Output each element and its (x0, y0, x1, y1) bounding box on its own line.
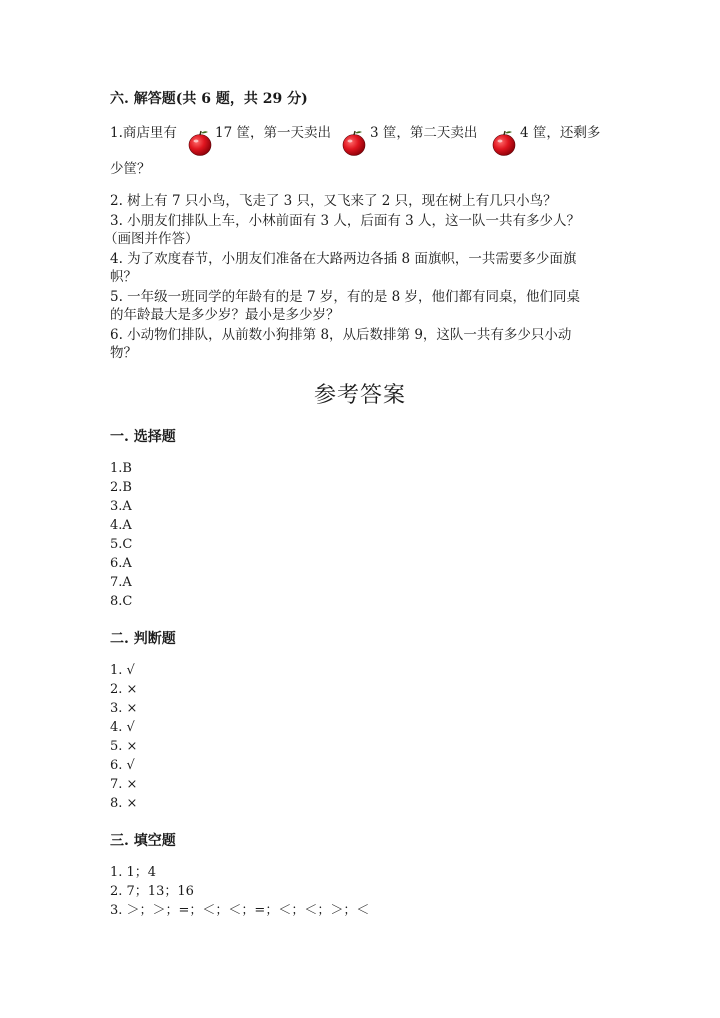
q3-note: （画图并作答） (104, 231, 199, 247)
q5-continuation: 的年龄最大是多少岁？最小是多少岁？ (110, 307, 340, 323)
answer-item: 2.B (110, 480, 132, 495)
q6-text: 6. 小动物们排队，从前数小狗排第 8，从后数排第 9，这队一共有多少只小动 (110, 327, 572, 343)
answer-item: 2. 7；13；16 (110, 884, 194, 899)
answers-title: 参考答案 (313, 383, 406, 408)
section6-heading: 六. 解答题(共 6 题，共 29 分) (110, 91, 308, 107)
answers-sec2-heading: 二. 判断题 (110, 631, 176, 647)
q4-continuation: 帜？ (110, 269, 137, 285)
answer-item: 5. × (110, 739, 138, 754)
answer-item: 3. ＞；＞；=；＜；＜；=；＜；＜；＞；＜ (110, 903, 370, 918)
answer-item: 8.C (110, 594, 133, 609)
q3-text: 3. 小朋友们排队上车，小林前面有 3 人，后面有 3 人，这一队一共有多少人？ (110, 213, 581, 229)
q5-text: 5. 一年级一班同学的年龄有的是 7 岁，有的是 8 岁，他们都有同桌，他们同桌 (110, 289, 581, 305)
answer-item: 7.A (110, 575, 132, 590)
q1-part2: 17 筐，第一天卖出 (215, 125, 331, 141)
apple-icon (342, 128, 366, 156)
apple-icon (188, 128, 212, 156)
q1-part3: 3 筐，第二天卖出 (370, 125, 478, 141)
answer-item: 4. √ (110, 720, 135, 735)
apple-icon (492, 128, 516, 156)
answer-item: 3.A (110, 499, 132, 514)
answer-item: 5.C (110, 537, 133, 552)
answer-item: 6. √ (110, 758, 135, 773)
answers-sec1-heading: 一. 选择题 (110, 429, 176, 445)
q1-part1: 1.商店里有 (110, 125, 177, 141)
answers-sec3-heading: 三. 填空题 (110, 833, 176, 849)
answer-item: 4.A (110, 518, 132, 533)
answer-item: 1. 1；4 (110, 865, 157, 880)
q2-text: 2. 树上有 7 只小鸟，飞走了 3 只，又飞来了 2 只，现在树上有几只小鸟？ (110, 193, 557, 209)
answer-item: 8. × (110, 796, 138, 811)
answer-item: 2. × (110, 682, 138, 697)
q1-part4: 4 筐，还剩多 (520, 125, 601, 141)
answer-item: 3. × (110, 701, 138, 716)
answer-item: 6.A (110, 556, 132, 571)
q6-continuation: 物？ (110, 345, 137, 361)
answer-item: 1.B (110, 461, 132, 476)
q1-continuation: 少筐？ (110, 161, 151, 177)
answer-item: 7. × (110, 777, 138, 792)
q4-text: 4. 为了欢度春节，小朋友们准备在大路两边各插 8 面旗帜，一共需要多少面旗 (110, 251, 577, 267)
answer-item: 1. √ (110, 663, 135, 678)
